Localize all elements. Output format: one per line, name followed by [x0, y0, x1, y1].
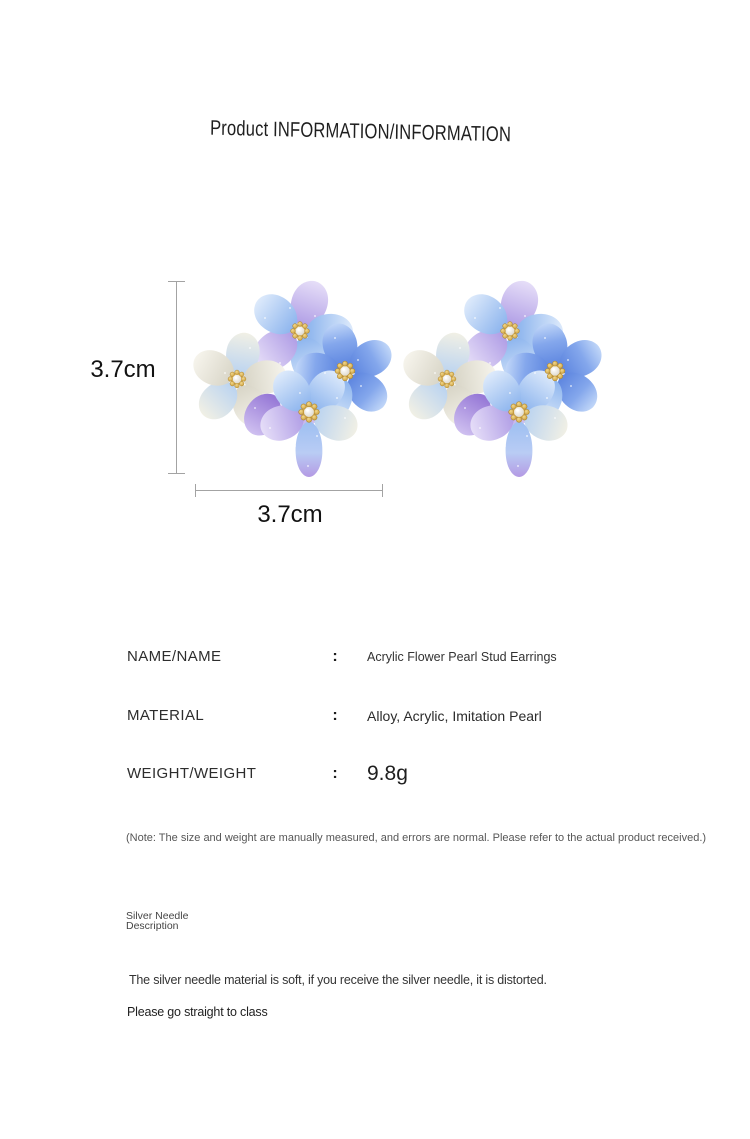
width-measure-line [195, 490, 383, 491]
earring-photo-right [405, 278, 595, 483]
silver-needle-description: The silver needle material is soft, if you receive the silver needle, it is distorted. [129, 973, 547, 987]
silver-needle-heading-line2: Description [126, 920, 179, 932]
height-measure-cap-top [168, 281, 185, 282]
height-measure-cap-bottom [168, 473, 185, 474]
silver-needle-heading [126, 911, 188, 931]
height-dimension-label: 3.7cm [90, 356, 156, 383]
spec-label-weight: WEIGHT/WEIGHT [127, 765, 257, 782]
measurement-disclaimer: (Note: The size and weight are manually measured, and errors are normal. Please refer to the actual product received.) [126, 832, 707, 844]
spec-value-weight: 9.8g [367, 762, 408, 785]
spec-label-material: MATERIAL [127, 707, 205, 724]
silver-needle-heading-line1: Silver Needle [126, 910, 189, 922]
spec-row-material [0, 706, 750, 726]
spec-row-weight [0, 764, 750, 784]
earring-photo-left [195, 278, 385, 483]
height-measure-line [176, 281, 177, 474]
spec-colon: : [332, 707, 338, 724]
spec-colon: : [332, 765, 338, 782]
width-measure-cap-left [195, 484, 196, 497]
spec-colon: : [332, 648, 338, 665]
width-dimension-label: 3.7cm [257, 501, 323, 528]
spec-value-material: Alloy, Acrylic, Imitation Pearl [367, 708, 542, 724]
page-title-text: Product INFORMATION/INFORMATION [210, 116, 512, 147]
spec-label-name: NAME/NAME [127, 648, 222, 665]
spec-value-name: Acrylic Flower Pearl Stud Earrings [367, 650, 557, 664]
spec-row-name [0, 647, 750, 667]
width-measure-cap-right [382, 484, 383, 497]
silver-needle-footer: Please go straight to class [127, 1005, 268, 1019]
page-title [0, 116, 722, 147]
